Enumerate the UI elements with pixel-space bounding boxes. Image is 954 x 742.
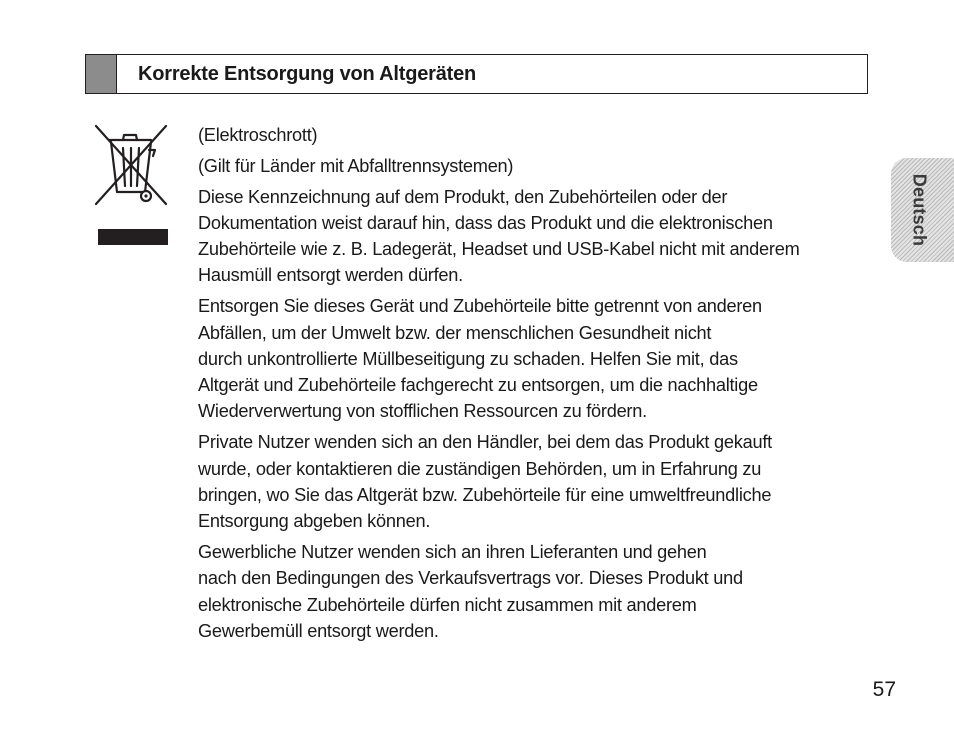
paragraph-private-users: Private Nutzer wenden sich an den Händler, bei dem das Produkt gekauft wurde, oder kontaktieren die zuständigen Behörden, um in Erfahrung zu bringen, wo Sie das Altgerät bzw. Zubehörteile für eine umweltfreundliche Entsorgung abgeben können. [198, 432, 772, 532]
section-header [85, 54, 868, 94]
paragraph-disposal: Entsorgen Sie dieses Gerät und Zubehörteile bitte getrennt von anderen Abfällen, um der Umwelt bzw. der menschlichen Gesundheit nicht durch unkontrollierte Müllbeseitigung zu schaden. Helfen Sie mit, das Altgerät und Zubehörteile fachgerecht zu entsorgen, um die nachhaltige Wiederverwertung von stofflichen Ressourcen zu fördern. [198, 296, 762, 422]
crossed-out-wheelie-bin-icon [93, 122, 171, 248]
paragraph-category: (Elektroschrott) [198, 125, 318, 145]
paragraph-marking: Diese Kennzeichnung auf dem Produkt, den Zubehörteilen oder der Dokumentation weist darauf hin, dass das Produkt und die elektronischen Zubehörteile wie z. B. Ladegerät, Headset und USB-Kabel nicht mit anderem Hausmüll entsorgt werden dürfen. [198, 186, 800, 286]
header-marker [86, 55, 117, 93]
body-text [198, 122, 868, 649]
language-tab-label: Deutsch [909, 173, 930, 247]
section-title: Korrekte Entsorgung von Altgeräten [138, 62, 477, 85]
page-number: 57 [872, 678, 896, 701]
paragraph-scope: (Gilt für Länder mit Abfalltrennsystemen) [198, 155, 514, 176]
paragraph-business-users: Gewerbliche Nutzer wenden sich an ihren Lieferanten und gehen nach den Bedingungen des Verkaufsvertrags vor. Dieses Produkt und elektronische Zubehörteile dürfen nicht zusammen mit anderem Gewerbemüll entsorgt werden. [198, 541, 743, 641]
